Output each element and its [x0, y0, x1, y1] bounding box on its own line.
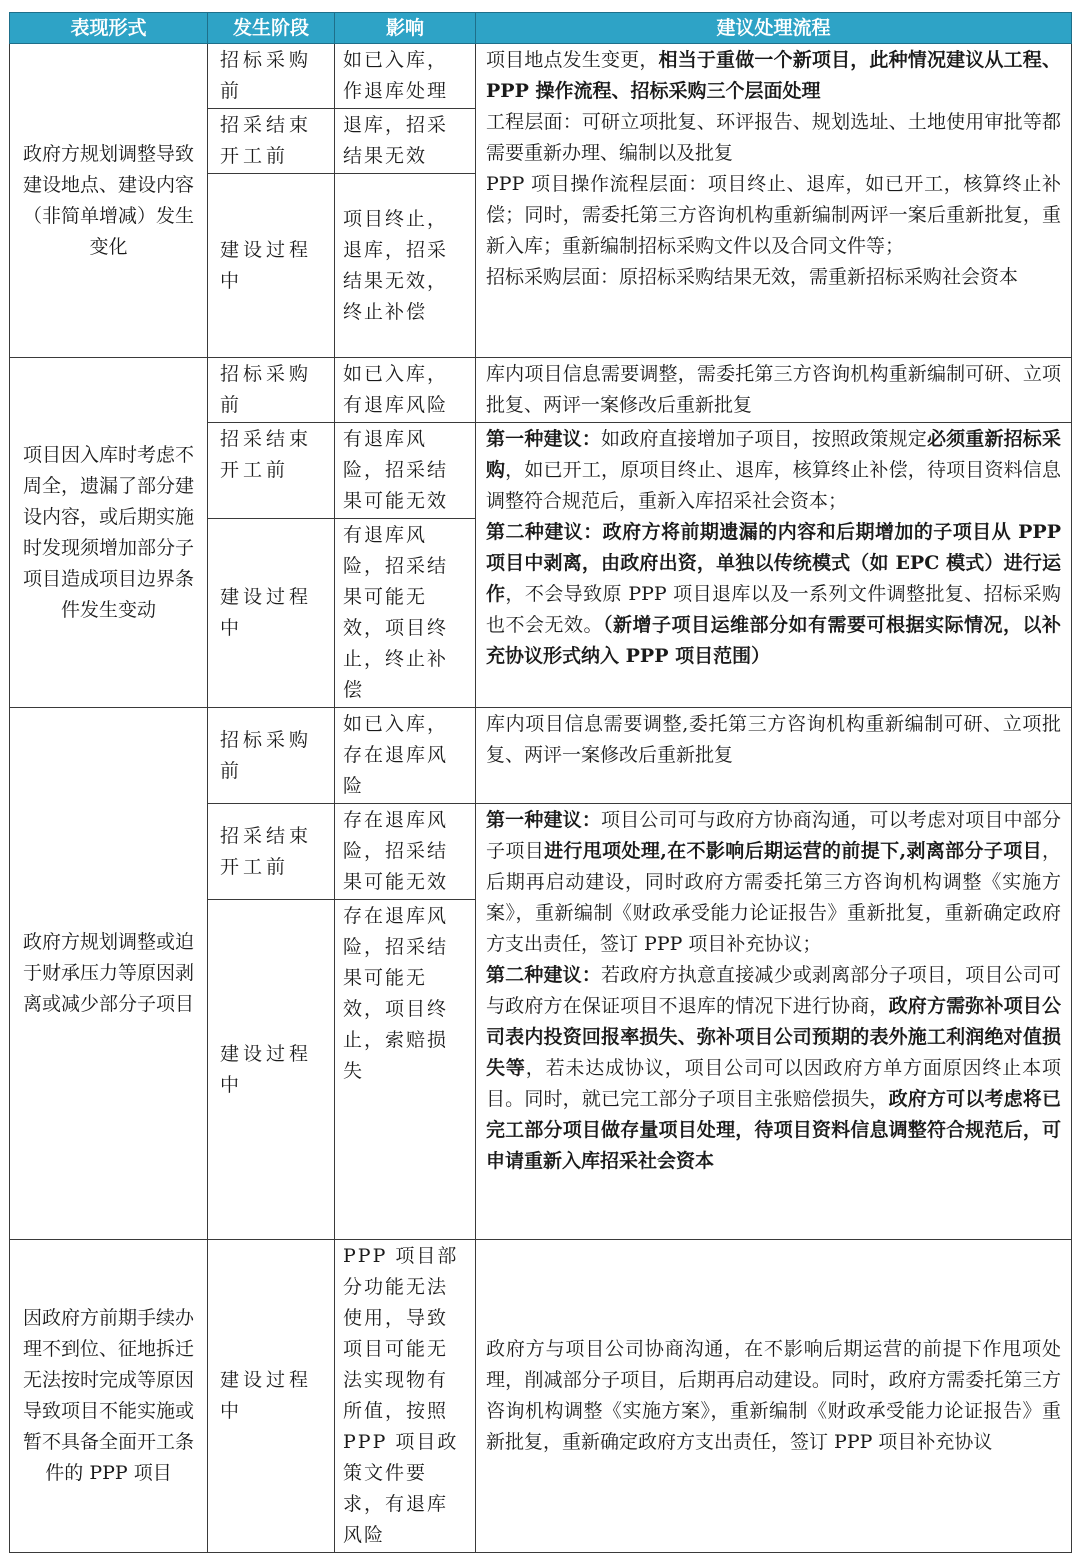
stage-cell: 建设过程中 — [208, 1240, 335, 1553]
impact-cell: 有退库风险，招采结果可能无效，项目终止，终止补偿 — [335, 519, 476, 708]
advice-text: 若政府方执意直接减少或剥离部分子项目，项目公司可与政府方在保证项目不退库的情况下进行协商， — [486, 964, 1061, 1017]
ppp-adjustment-table — [9, 12, 1072, 1553]
advice-cell — [476, 804, 1072, 1240]
impact-cell: 如已入库，存在退库风险 — [335, 708, 476, 804]
advice-bold-text: 第一种建议： — [486, 809, 602, 831]
table-row — [10, 708, 1072, 804]
advice-text: ，后期再启动建设，同时政府方需委托第三方咨询机构调整《实施方案》，重新编制《财政承受能力论证报告》重新批复，重新确定政府方支出责任，签订 PPP 项目补充协议； — [486, 840, 1061, 955]
table-row — [10, 1240, 1072, 1553]
advice-paragraph — [486, 960, 1061, 1177]
header-stage: 发生阶段 — [208, 13, 335, 44]
advice-bold-text: 政府方需弥补项目公司表内投资回报率损失、弥补项目公司预期的表外施工利润绝对值损失等 — [486, 995, 1061, 1079]
impact-cell: 有退库风险，招采结果可能无效 — [335, 423, 476, 519]
stage-cell: 招采结束开工前 — [208, 423, 335, 519]
table-row — [10, 358, 1072, 423]
advice-cell — [476, 44, 1072, 358]
advice-paragraph: PPP 项目操作流程层面：项目终止、退库，如已开工，核算终止补偿；同时，需委托第三方咨询机构重新编制两评一案后重新批复，重新入库；重新编制招标采购文件以及合同文件等； — [486, 173, 1061, 257]
advice-cell: 政府方与项目公司协商沟通，在不影响后期运营的前提下作甩项处理，削减部分子项目，后期再启动建设。同时，政府方需委托第三方咨询机构调整《实施方案》，重新编制《财政承受能力论证报告》重新批复，重新确定政府方支出责任，签订 PPP 项目补充协议 — [476, 1240, 1072, 1553]
advice-text: ，如已开工，原项目终止、退库，核算终止补偿，待项目资料信息调整符合规范后，重新入库招采社会资本； — [486, 459, 1061, 512]
advice-text: ，不会导致原 PPP 项目退库以及一系列文件调整批复、招标采购也不会无效。 — [486, 583, 1061, 636]
ppp-adjustment-table-wrapper — [9, 12, 1071, 1553]
form-cell: 因政府方前期手续办理不到位、征地拆迁无法按时完成等原因导致项目不能实施或暂不具备全面开工条件的 PPP 项目 — [10, 1240, 208, 1553]
form-cell: 项目因入库时考虑不周全，遗漏了部分建设内容，或后期实施时发现须增加部分子项目造成项目边界条件发生变动 — [10, 358, 208, 708]
header-impact: 影响 — [335, 13, 476, 44]
stage-cell: 建设过程中 — [208, 174, 335, 358]
impact-cell: PPP 项目部分功能无法使用，导致项目可能无法实现物有所值，按照 PPP 项目政策文件要求，有退库风险 — [335, 1240, 476, 1553]
stage-cell: 招标采购前 — [208, 708, 335, 804]
header-advice: 建议处理流程 — [476, 13, 1072, 44]
advice-text: 项目地点发生变更， — [486, 49, 659, 71]
advice-paragraph — [486, 805, 1061, 960]
advice-bold-text: 进行甩项处理,在不影响后期运营的前提下,剥离部分子项目 — [544, 840, 1042, 862]
advice-cell — [476, 423, 1072, 708]
stage-cell: 招标采购前 — [208, 44, 335, 109]
table-row — [10, 44, 1072, 109]
advice-paragraph: 工程层面：可研立项批复、环评报告、规划选址、土地使用审批等都需要重新办理、编制以及批复 — [486, 111, 1061, 164]
impact-cell: 如已入库，有退库风险 — [335, 358, 476, 423]
advice-paragraph — [486, 45, 1061, 107]
stage-cell: 建设过程中 — [208, 519, 335, 708]
advice-cell: 库内项目信息需要调整,委托第三方咨询机构重新编制可研、立项批复、两评一案修改后重新批复 — [476, 708, 1072, 804]
impact-cell: 项目终止，退库，招采结果无效，终止补偿 — [335, 174, 476, 358]
table-header — [10, 13, 1072, 44]
stage-cell: 建设过程中 — [208, 900, 335, 1240]
impact-cell: 存在退库风险，招采结果可能无效 — [335, 804, 476, 900]
header-form: 表现形式 — [10, 13, 208, 44]
advice-bold-text: 第一种建议： — [486, 428, 602, 450]
form-cell: 政府方规划调整导致建设地点、建设内容（非简单增减）发生变化 — [10, 44, 208, 358]
advice-paragraph: 招标采购层面：原招标采购结果无效，需重新招标采购社会资本 — [486, 266, 1019, 288]
advice-bold-text: （新增子项目运维部分如有需要可根据实际情况，以补充协议形式纳入 PPP 项目范围） — [486, 614, 1061, 667]
stage-cell: 招标采购前 — [208, 358, 335, 423]
advice-text: 项目公司可与政府方协商沟通，可以考虑对项目中部分子项目 — [486, 809, 1061, 862]
impact-cell: 存在退库风险，招采结果可能无效，项目终止，索赔损失 — [335, 900, 476, 1240]
advice-cell: 库内项目信息需要调整，需委托第三方咨询机构重新编制可研、立项批复、两评一案修改后重新批复 — [476, 358, 1072, 423]
form-cell: 政府方规划调整或迫于财承压力等原因剥离或减少部分子项目 — [10, 708, 208, 1240]
advice-bold-text: 相当于重做一个新项目，此种情况建议从工程、PPP 操作流程、招标采购三个层面处理 — [486, 49, 1061, 102]
advice-bold-text: 第二种建议：政府方将前期遗漏的内容和后期增加的子项目从 PPP 项目中剥离，由政府出资，单独以传统模式（如 EPC 模式）进行运作 — [486, 521, 1061, 605]
impact-cell: 退库，招采结果无效 — [335, 109, 476, 174]
stage-cell: 招采结束开工前 — [208, 804, 335, 900]
advice-paragraph — [486, 424, 1061, 517]
advice-bold-text: 第二种建议： — [486, 964, 602, 986]
advice-text: ，若未达成协议，项目公司可以因政府方单方面原因终止本项目。同时，就已完工部分子项目主张赔偿损失， — [486, 1057, 1061, 1110]
advice-text: 如政府直接增加子项目，按照政策规定 — [601, 428, 927, 450]
impact-cell: 如已入库，作退库处理 — [335, 44, 476, 109]
advice-bold-text: 必须重新招标采购 — [486, 428, 1061, 481]
advice-bold-text: 政府方可以考虑将已完工部分项目做存量项目处理，待项目资料信息调整符合规范后，可申请重新入库招采社会资本 — [486, 1088, 1061, 1172]
stage-cell: 招采结束开工前 — [208, 109, 335, 174]
advice-paragraph — [486, 517, 1061, 672]
